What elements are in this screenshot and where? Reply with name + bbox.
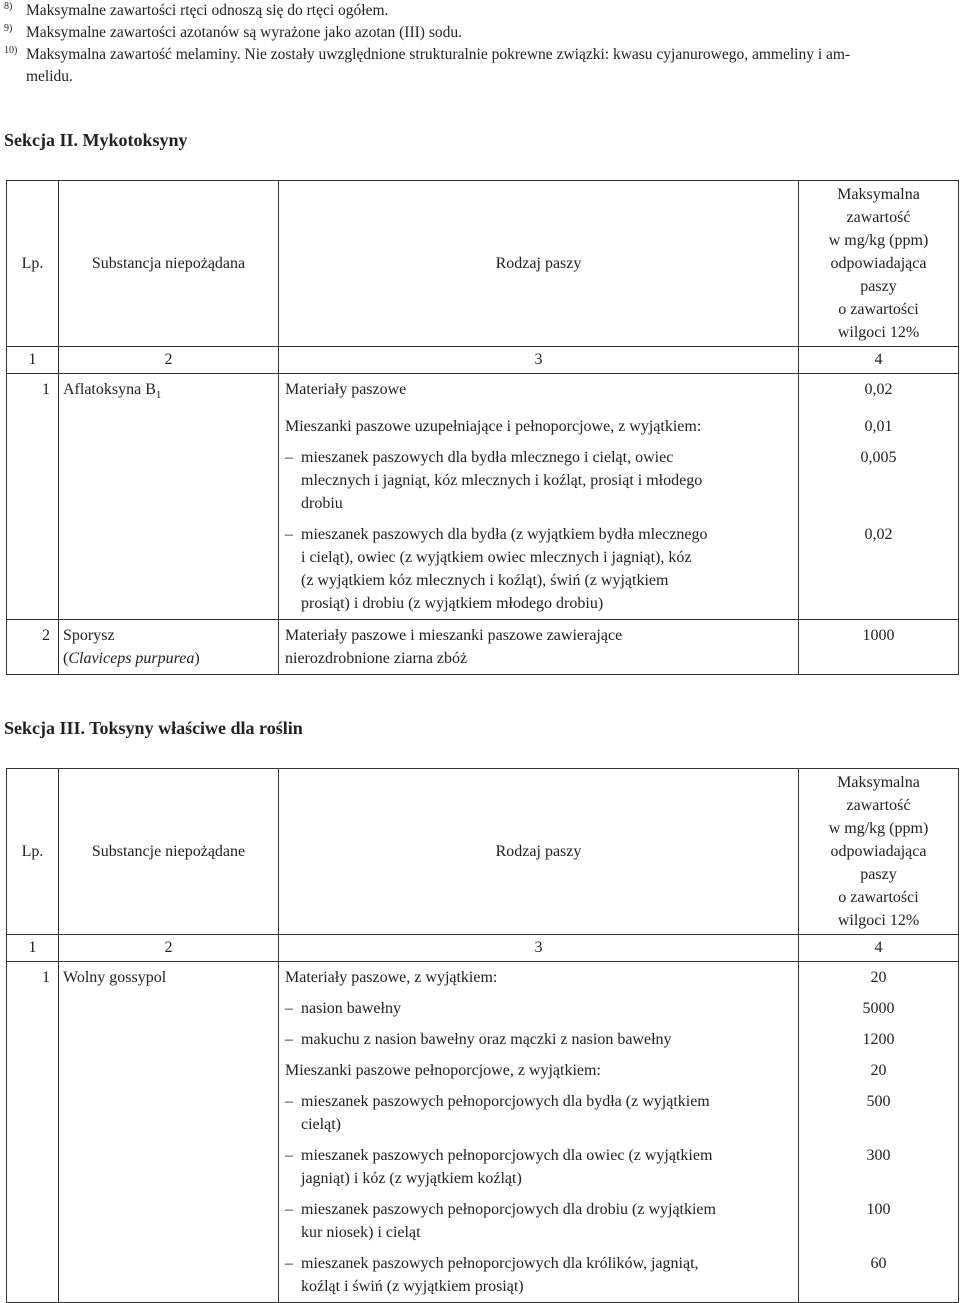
row-lp: [7, 1140, 59, 1194]
col-number: 2: [59, 935, 279, 962]
max-value-text: 1200: [862, 1031, 895, 1048]
row-feed: [279, 1024, 799, 1055]
row-max-value: [799, 374, 959, 412]
paren-close: ): [194, 650, 200, 667]
max-line: w mg/kg (ppm): [828, 232, 929, 249]
col-number: 2: [59, 347, 279, 374]
row-feed: [279, 442, 799, 519]
column-numbers-row: [7, 935, 959, 962]
row-lp-text: 1: [42, 381, 50, 398]
feed-line: Mieszanki paszowe pełnoporcjowe, z wyjątkiem:: [285, 1062, 601, 1079]
feed-line: nasion bawełny: [301, 1000, 401, 1017]
table-row: [7, 962, 959, 994]
row-feed: [279, 1194, 799, 1248]
feed-exception-item: [285, 1252, 790, 1298]
feed-line: Mieszanki paszowe uzupełniające i pełnoporcjowe, z wyjątkiem:: [285, 418, 702, 435]
max-value-text: 5000: [862, 1000, 895, 1017]
row-feed: [279, 993, 799, 1024]
max-line: w mg/kg (ppm): [828, 820, 929, 837]
max-value-text: 0,02: [864, 381, 893, 398]
feed-exception-item: [285, 1198, 790, 1244]
col-header-lp: Lp.: [7, 769, 59, 935]
row-max-value: [799, 962, 959, 994]
row-substance: [59, 620, 279, 675]
row-feed: [279, 374, 799, 412]
table-row: [7, 411, 959, 442]
row-feed: [279, 1055, 799, 1086]
paren-open: (: [63, 650, 69, 667]
dash-bullet: –: [285, 1255, 293, 1272]
max-value-text: 100: [866, 1201, 891, 1218]
feed-exception-text: [301, 446, 702, 515]
col-header-max: [799, 769, 959, 935]
feed-line: Materiały paszowe: [285, 381, 407, 398]
row-max-value: [799, 1024, 959, 1055]
feed-line: mieszanek paszowych pełnoporcjowych dla owiec (z wyjątkiem: [301, 1147, 713, 1164]
max-value-text: 0,01: [864, 418, 893, 435]
feed-line: makuchu z nasion bawełny oraz mączki z nasion bawełny: [301, 1031, 672, 1048]
table-row: [7, 1086, 959, 1140]
max-line: odpowiadająca: [830, 843, 927, 860]
feed-exception-item: [285, 1090, 790, 1136]
feed-text: [285, 1194, 790, 1248]
max-line: o zawartości: [838, 889, 919, 906]
row-feed: [279, 620, 799, 675]
col-number: 1: [7, 935, 59, 962]
row-substance: [59, 374, 279, 412]
table-row: [7, 1024, 959, 1055]
row-lp: [7, 519, 59, 620]
footnote-text: Maksymalne zawartości rtęci odnoszą się do rtęci ogółem.: [26, 2, 389, 19]
dash-bullet: –: [285, 1000, 293, 1017]
feed-text: [285, 1140, 790, 1194]
feed-line: kur niosek) i cieląt: [301, 1224, 421, 1241]
substance-text: [63, 374, 278, 411]
col-number: 3: [279, 347, 799, 374]
row-max-value: [799, 1055, 959, 1086]
col-number: 4: [799, 935, 959, 962]
row-max-value: [799, 1248, 959, 1303]
feed-exception-item: [285, 997, 790, 1020]
row-substance: [59, 442, 279, 519]
row-lp: [7, 962, 59, 994]
feed-text: [285, 1024, 790, 1055]
substance-text: [63, 620, 278, 674]
row-max-value: [799, 1140, 959, 1194]
row-substance: [59, 1140, 279, 1194]
table-row: [7, 1194, 959, 1248]
dash-bullet: –: [285, 1031, 293, 1048]
footnote-9: [4, 22, 954, 44]
feed-line: mlecznych i jagniąt, kóz mlecznych i koźląt, prosiąt i młodego: [301, 472, 703, 489]
row-substance: [59, 519, 279, 620]
col-number: 4: [799, 347, 959, 374]
max-value-text: 60: [870, 1255, 887, 1272]
row-substance: [59, 993, 279, 1024]
max-value-text: 20: [870, 969, 887, 986]
feed-exception-item: [285, 446, 790, 515]
col-header-feed: Rodzaj paszy: [279, 181, 799, 347]
footnote-continuation: melidu.: [26, 68, 73, 85]
footnote-text: Maksymalna zawartość melaminy. Nie zostały uwzględnione strukturalnie pokrewne związki: kwasu cyjanurowego, ammeliny i am-: [26, 46, 851, 63]
col-number: 1: [7, 347, 59, 374]
dash-bullet: –: [285, 1093, 293, 1110]
feed-line: mieszanek paszowych pełnoporcjowych dla bydła (z wyjątkiem: [301, 1093, 710, 1110]
feed-text: [285, 411, 790, 442]
max-value-text: 1000: [862, 627, 895, 644]
substance-name: [63, 378, 278, 407]
latin-name: Claviceps purpurea: [68, 650, 195, 667]
feed-line: Materiały paszowe, z wyjątkiem:: [285, 969, 498, 986]
row-max-value: [799, 620, 959, 675]
feed-line: mieszanek paszowych pełnoporcjowych dla drobiu (z wyjątkiem: [301, 1201, 716, 1218]
footnote-mark: 10): [4, 45, 18, 56]
feed-text: [285, 519, 790, 619]
row-max-value: [799, 1194, 959, 1248]
row-lp: [7, 1086, 59, 1140]
section-title-plant-toxins: Sekcja III. Toksyny właściwe dla roślin: [4, 718, 303, 738]
row-max-value: [799, 993, 959, 1024]
substance-name-main: Wolny gossypol: [63, 969, 167, 986]
feed-exception-text: [301, 1090, 710, 1136]
dash-bullet: –: [285, 449, 293, 466]
table-row: [7, 993, 959, 1024]
row-feed: [279, 519, 799, 620]
row-substance: [59, 1194, 279, 1248]
feed-text: [285, 1055, 790, 1086]
feed-exception-text: [301, 523, 708, 615]
substance-subscript: 1: [155, 389, 162, 401]
max-line: o zawartości: [838, 301, 919, 318]
max-line: zawartość: [846, 797, 911, 814]
dash-bullet: –: [285, 1201, 293, 1218]
row-substance: [59, 1248, 279, 1303]
max-value-text: 0,005: [860, 449, 897, 466]
feed-exception-item: [285, 1028, 790, 1051]
max-value-text: 300: [866, 1147, 891, 1164]
feed-line: mieszanek paszowych dla bydła mlecznego i cieląt, owiec: [301, 449, 674, 466]
substance-name: [63, 624, 278, 647]
max-line: odpowiadająca: [830, 255, 927, 272]
col-header-substance: Substancja niepożądana: [59, 181, 279, 347]
row-substance: [59, 1024, 279, 1055]
row-substance: [59, 962, 279, 994]
row-lp: [7, 411, 59, 442]
max-value-text: 20: [870, 1062, 887, 1079]
feed-line: jagniąt) i kóz (z wyjątkiem koźląt): [301, 1170, 522, 1187]
feed-line: drobiu: [301, 495, 343, 512]
row-lp: [7, 620, 59, 675]
substance-name: [63, 966, 278, 989]
feed-exception-text: [301, 1198, 716, 1244]
dash-bullet: –: [285, 1147, 293, 1164]
table-header: [7, 181, 959, 347]
feed-text: [285, 374, 790, 405]
feed-text: [285, 1086, 790, 1140]
row-feed: [279, 1086, 799, 1140]
row-lp: [7, 1194, 59, 1248]
feed-line: koźląt i świń (z wyjątkiem prosiąt): [301, 1278, 524, 1295]
feed-exception-item: [285, 523, 790, 615]
feed-exception-text: [301, 1144, 712, 1190]
feed-exception-text: [301, 1252, 699, 1298]
feed-line: Materiały paszowe i mieszanki paszowe zawierające: [285, 627, 623, 644]
row-feed: [279, 962, 799, 994]
row-substance: [59, 411, 279, 442]
feed-text: [285, 1248, 790, 1302]
row-lp: [7, 1024, 59, 1055]
table-row: [7, 1055, 959, 1086]
table-row: [7, 374, 959, 412]
row-max-value: [799, 442, 959, 519]
col-header-lp: Lp.: [7, 181, 59, 347]
feed-line: i cieląt), owiec (z wyjątkiem owiec mlecznych i jagniąt), kóz: [301, 549, 692, 566]
max-line: Maksymalna: [837, 186, 920, 203]
column-numbers-row: [7, 347, 959, 374]
row-max-value: [799, 519, 959, 620]
substance-name-main: Sporysz: [63, 627, 115, 644]
max-value-text: 500: [866, 1093, 891, 1110]
section-title-mycotoxins: Sekcja II. Mykotoksyny: [4, 130, 188, 150]
feed-text: [285, 993, 790, 1024]
feed-exception-text: [301, 997, 401, 1020]
row-feed: [279, 411, 799, 442]
table-row: [7, 1140, 959, 1194]
feed-exception-item: [285, 1144, 790, 1190]
row-lp: [7, 1055, 59, 1086]
max-line: paszy: [860, 866, 897, 883]
footnote-text: Maksymalne zawartości azotanów są wyrażone jako azotan (III) sodu.: [26, 24, 462, 41]
feed-exception-text: [301, 1028, 672, 1051]
max-line: wilgoci 12%: [837, 912, 920, 929]
table-header: [7, 769, 959, 935]
max-line: paszy: [860, 278, 897, 295]
row-lp: [7, 374, 59, 412]
max-line: zawartość: [846, 209, 911, 226]
row-substance: [59, 1086, 279, 1140]
dash-bullet: –: [285, 526, 293, 543]
max-value-text: 0,02: [864, 526, 893, 543]
row-lp-text: 1: [42, 969, 50, 986]
footnote-10: [4, 44, 954, 66]
feed-line: mieszanek paszowych pełnoporcjowych dla królików, jagniąt,: [301, 1255, 699, 1272]
col-header-max: [799, 181, 959, 347]
row-max-value: [799, 1086, 959, 1140]
row-lp-text: 2: [42, 627, 50, 644]
footnotes: [4, 0, 954, 88]
table-row: [7, 620, 959, 675]
footnote-mark: 8): [4, 1, 13, 12]
row-lp: [7, 993, 59, 1024]
max-line: Maksymalna: [837, 774, 920, 791]
feed-line: prosiąt) i drobiu (z wyjątkiem młodego drobiu): [301, 595, 604, 612]
col-header-substance: Substancje niepożądane: [59, 769, 279, 935]
row-feed: [279, 1140, 799, 1194]
row-max-value: [799, 411, 959, 442]
col-header-feed: Rodzaj paszy: [279, 769, 799, 935]
footnote-mark: 9): [4, 23, 13, 34]
feed-line: cieląt): [301, 1116, 341, 1133]
row-lp: [7, 442, 59, 519]
substance-name-main: Aflatoksyna B: [63, 381, 156, 398]
row-substance: [59, 1055, 279, 1086]
feed-text: [285, 620, 790, 674]
feed-text: [285, 442, 790, 519]
table-row: [7, 1248, 959, 1303]
feed-line: mieszanek paszowych dla bydła (z wyjątkiem bydła mlecznego: [301, 526, 708, 543]
plant-toxins-table: [6, 768, 959, 1303]
table-row: [7, 442, 959, 519]
row-feed: [279, 1248, 799, 1303]
feed-text: [285, 962, 790, 993]
row-lp: [7, 1248, 59, 1303]
footnote-8: [4, 0, 954, 22]
mycotoxins-table: [6, 180, 959, 675]
feed-line: (z wyjątkiem kóz mlecznych i koźląt), świń (z wyjątkiem: [301, 572, 669, 589]
max-line: wilgoci 12%: [837, 324, 920, 341]
feed-line: nierozdrobnione ziarna zbóż: [285, 650, 468, 667]
substance-latin-name: [63, 647, 278, 670]
table-row: [7, 519, 959, 620]
substance-text: [63, 962, 278, 993]
col-number: 3: [279, 935, 799, 962]
